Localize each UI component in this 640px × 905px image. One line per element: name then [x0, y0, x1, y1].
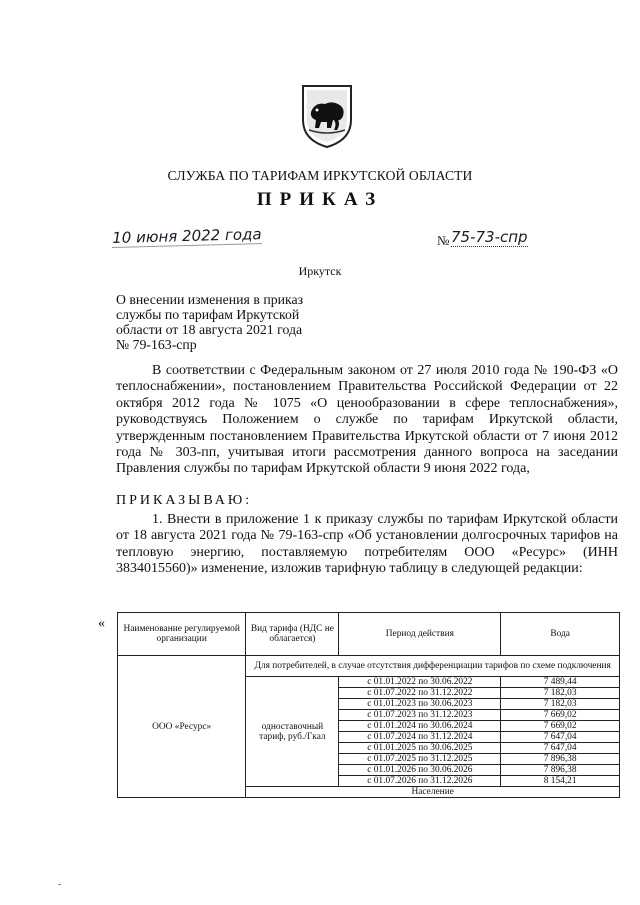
- tariff-table: [117, 612, 620, 798]
- period-cell: с 01.01.2024 по 30.06.2024: [339, 721, 501, 732]
- value-cell: 7 489,44: [501, 677, 620, 688]
- value-cell: 7 896,38: [501, 754, 620, 765]
- period-cell: с 01.07.2025 по 31.12.2025: [339, 754, 501, 765]
- table-row: [118, 656, 620, 677]
- number-label: №: [437, 233, 450, 248]
- period-cell: с 01.01.2025 по 30.06.2025: [339, 743, 501, 754]
- document-title: ПРИКАЗ: [256, 189, 384, 210]
- order-word: ПРИКАЗЫВАЮ:: [116, 493, 253, 508]
- period-cell: с 01.07.2022 по 31.12.2022: [339, 688, 501, 699]
- value-cell: 7 896,38: [501, 765, 620, 776]
- header-organization: Наименование регулируемой организации: [118, 613, 246, 656]
- table-header-row: [118, 613, 620, 656]
- period-cell: с 01.01.2023 по 30.06.2023: [339, 699, 501, 710]
- document-number: [451, 228, 528, 246]
- header-water: Вода: [501, 613, 620, 656]
- organization-cell: ООО «Ресурс»: [118, 656, 246, 798]
- value-cell: 8 154,21: [501, 776, 620, 787]
- date-handwritten: 10 июня 2022 года: [112, 225, 262, 247]
- scan-speck: [58, 884, 61, 885]
- value-cell: 7 647,04: [501, 743, 620, 754]
- period-cell: с 01.07.2024 по 31.12.2024: [339, 732, 501, 743]
- number-handwritten: 75-73-спр: [451, 228, 528, 246]
- tariff-type-cell: одноставочный тариф, руб./Гкал: [246, 677, 339, 787]
- document-date: [112, 225, 262, 247]
- coat-of-arms-icon: [297, 80, 357, 150]
- order-item-1: 1. Внести в приложение 1 к приказу службы по тарифам Иркутской области от 18 августа 2021 года № 79-163-спр «Об установлении долгосрочных тарифов на тепловую энергию, поставляемую потребителям ООО «Ресурс» (ИНН 3834015560)» изменение, изложив тарифную таблицу в следующей редакции:: [116, 512, 618, 577]
- period-cell: с 01.01.2022 по 30.06.2022: [339, 677, 501, 688]
- quote-mark: «: [98, 616, 105, 631]
- header-tariff-type: Вид тарифа (НДС не облагается): [246, 613, 339, 656]
- header-period: Период действия: [339, 613, 501, 656]
- preamble-paragraph: В соответствии с Федеральным законом от 27 июля 2010 года № 190-ФЗ «О теплоснабжении», постановлением Правительства Российской Федерации от 22 октября 2012 года № 1075 «О ценообразовании в сфере теплоснабжения», руководствуясь Положением о службе по тарифам Иркутской области, утвержденным постановлением Правительства Иркутской области от 7 июня 2012 года № 303-пп, учитывая итоги рассмотрения данного вопроса на заседании Правления службы по тарифам Иркутской области 9 июня 2022 года,: [116, 363, 618, 477]
- subject-line: О внесении изменения в приказ: [116, 292, 304, 307]
- subject-line: службы по тарифам Иркутской: [116, 307, 300, 322]
- value-cell: 7 669,02: [501, 721, 620, 732]
- subject-line: № 79-163-спр: [116, 337, 197, 352]
- period-cell: с 01.01.2026 по 30.06.2026: [339, 765, 501, 776]
- section-note: Для потребителей, в случае отсутствия дифференциации тарифов по схеме подключения: [246, 656, 620, 677]
- value-cell: 7 182,03: [501, 699, 620, 710]
- city: Иркутск: [298, 264, 342, 278]
- value-cell: 7 182,03: [501, 688, 620, 699]
- subject-line: области от 18 августа 2021 года: [116, 322, 303, 337]
- value-cell: 7 647,04: [501, 732, 620, 743]
- value-cell: 7 669,02: [501, 710, 620, 721]
- period-cell: с 01.07.2026 по 31.12.2026: [339, 776, 501, 787]
- population-label: Население: [246, 787, 620, 798]
- organization-name: СЛУЖБА ПО ТАРИФАМ ИРКУТСКОЙ ОБЛАСТИ: [167, 168, 473, 183]
- subject-block: [116, 292, 338, 352]
- period-cell: с 01.07.2023 по 31.12.2023: [339, 710, 501, 721]
